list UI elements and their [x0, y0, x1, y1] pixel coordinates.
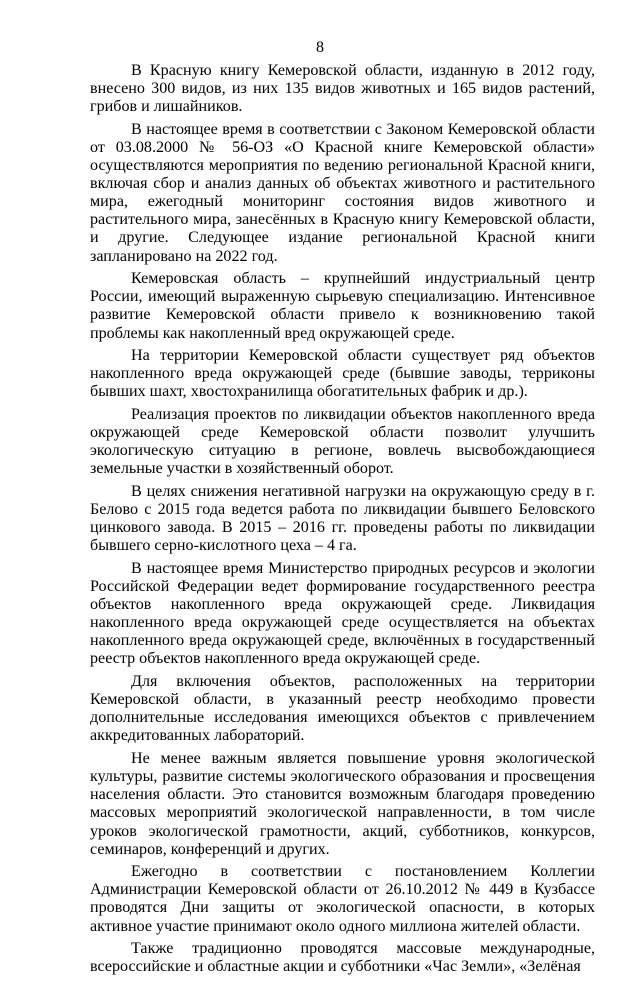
- paragraph-industrial-center: Кемеровская область – крупнейший индустриальный центр России, имеющий выраженную сырьевую специализацию. Интенсивное развитие Кемеровской области привело к возникновению такой проблемы как накопленный вред окружающей среде.: [90, 270, 595, 342]
- paragraph-registry-inclusion: Для включения объектов, расположенных на территории Кемеровской области, в указанный реестр необходимо провести дополнительные исследования имеющихся объектов с привлечением аккредитованных лабораторий.: [90, 673, 595, 745]
- paragraph-liquidation-projects: Реализация проектов по ликвидации объектов накопленного вреда окружающей среде Кемеровской области позволит улучшить экологическую ситуацию в регионе, вовлечь высвобождающиеся земельные участки в хозяйственный оборот.: [90, 406, 595, 478]
- document-body: [90, 62, 595, 981]
- paragraph-ecological-culture: Не менее важным является повышение уровня экологической культуры, развитие системы экологического образования и просвещения населения области. Это становится возможным благодаря проведению массовых мероприятий экологической направленности, в том числе уроков экологической грамотности, акций, субботников, конкурсов, семинаров, конференций и других.: [90, 750, 595, 858]
- paragraph-accumulated-damage-objects: На территории Кемеровской области существует ряд объектов накопленного вреда окружающей среде (бывшие заводы, терриконы бывших шахт, хвостохранилища обогатительных фабрик и др.).: [90, 347, 595, 401]
- paragraph-red-book: В Красную книгу Кемеровской области, изданную в 2012 году, внесено 300 видов, из них 135 видов животных и 165 видов растений, грибов и лишайников.: [90, 62, 595, 116]
- paragraph-traditional-actions: Также традиционно проводятся массовые международные, всероссийские и областные акции и субботники «Час Земли», «Зелёная: [90, 940, 595, 976]
- paragraph-protection-days: Ежегодно в соответствии с постановлением Коллегии Администрации Кемеровской области от 26.10.2012 № 449 в Кузбассе проводятся Дни защиты от экологической опасности, в которых активное участие принимают около одного миллиона жителей области.: [90, 863, 595, 935]
- paragraph-state-registry: В настоящее время Министерство природных ресурсов и экологии Российской Федерации ведет формирование государственного реестра объектов накопленного вреда окружающей среде. Ликвидация накопленного вреда окружающей среде осуществляется на объектах накопленного вреда окружающей среде, включённых в государственный реестр объектов накопленного вреда окружающей среде.: [90, 560, 595, 668]
- paragraph-belovo-zinc-plant: В целях снижения негативной нагрузки на окружающую среду в г. Белово с 2015 года ведется работа по ликвидации бывшего Беловского цинкового завода. В 2015 – 2016 гг. проведены работы по ликвидации бывшего серно-кислотного цеха – 4 га.: [90, 483, 595, 555]
- page-number: 8: [316, 39, 324, 56]
- paragraph-red-book-law: В настоящее время в соответствии с Законом Кемеровской области от 03.08.2000 № 56-ОЗ «О Красной книге Кемеровской области» осуществляются мероприятия по ведению региональной Красной книги, включая сбор и анализ данных об объектах животного и растительного мира, ежегодный мониторинг состояния видов животного и растительного мира, занесённых в Красную книгу Кемеровской области, и другие. Следующее издание региональной Красной книги запланировано на 2022 год.: [90, 120, 595, 265]
